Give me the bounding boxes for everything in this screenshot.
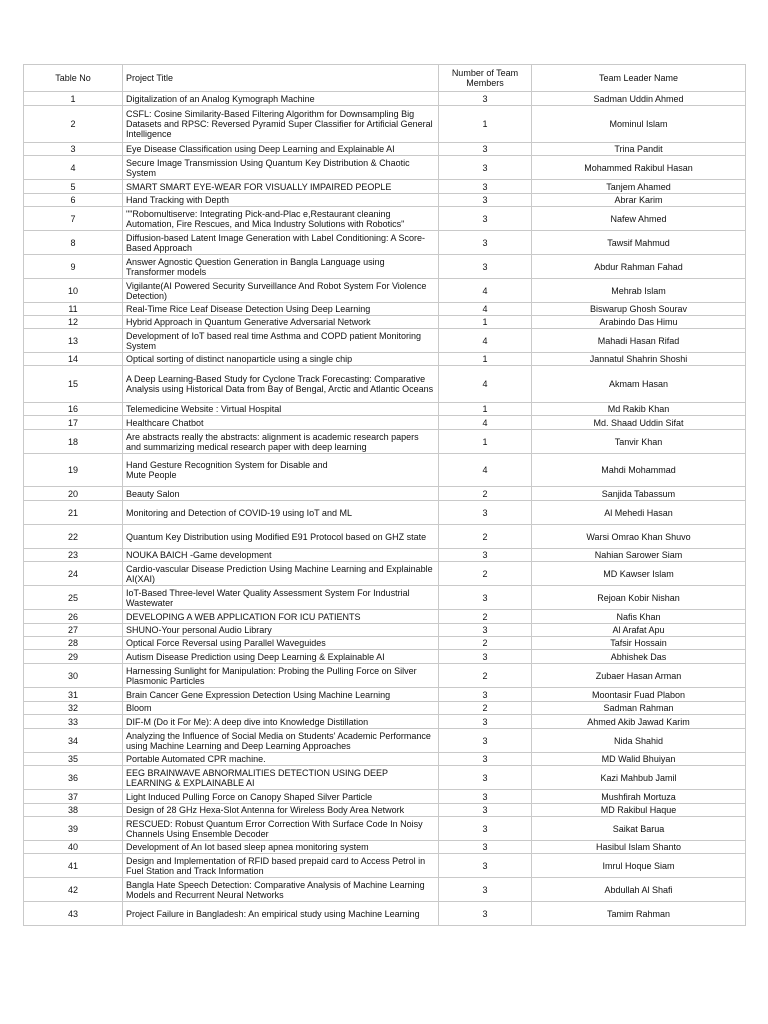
- project-title-cell: Monitoring and Detection of COVID-19 using IoT and ML: [123, 501, 439, 525]
- table-no-cell: 42: [24, 878, 123, 902]
- project-title-cell: Hybrid Approach in Quantum Generative Adversarial Network: [123, 316, 439, 329]
- table-no-cell: 21: [24, 501, 123, 525]
- project-title-cell: NOUKA BAICH -Game development: [123, 549, 439, 562]
- team-leader-cell: Trina Pandit: [532, 143, 746, 156]
- table-row: [24, 525, 746, 549]
- project-title-cell: Design of 28 GHz Hexa-Slot Antenna for Wireless Body Area Network: [123, 804, 439, 817]
- team-members-cell: 2: [439, 702, 532, 715]
- table-row: [24, 279, 746, 303]
- team-members-cell: 4: [439, 416, 532, 430]
- table-row: [24, 353, 746, 366]
- team-members-cell: 1: [439, 430, 532, 454]
- team-members-cell: 3: [439, 194, 532, 207]
- team-leader-cell: Md. Shaad Uddin Sifat: [532, 416, 746, 430]
- team-members-cell: 3: [439, 688, 532, 702]
- project-title-cell: Light Induced Pulling Force on Canopy Shaped Silver Particle: [123, 790, 439, 804]
- table-row: [24, 562, 746, 586]
- team-leader-cell: Al Arafat Apu: [532, 624, 746, 637]
- table-no-cell: 25: [24, 586, 123, 610]
- table-row: [24, 156, 746, 180]
- team-members-cell: 1: [439, 106, 532, 143]
- table-row: [24, 207, 746, 231]
- table-no-cell: 37: [24, 790, 123, 804]
- table-no-cell: 40: [24, 841, 123, 854]
- table-no-cell: 18: [24, 430, 123, 454]
- table-row: [24, 487, 746, 501]
- table-no-cell: 15: [24, 366, 123, 403]
- table-no-cell: 9: [24, 255, 123, 279]
- table-no-cell: 16: [24, 403, 123, 416]
- table-row: [24, 106, 746, 143]
- table-row: [24, 501, 746, 525]
- table-row: [24, 194, 746, 207]
- project-title-cell: Design and Implementation of RFID based prepaid card to Access Petrol in Fuel Station and Track Information: [123, 854, 439, 878]
- project-title-cell: DEVELOPING A WEB APPLICATION FOR ICU PATIENTS: [123, 610, 439, 624]
- table-row: [24, 688, 746, 702]
- table-row: [24, 403, 746, 416]
- team-leader-cell: Md Rakib Khan: [532, 403, 746, 416]
- team-leader-cell: Jannatul Shahrin Shoshi: [532, 353, 746, 366]
- team-leader-cell: Rejoan Kobir Nishan: [532, 586, 746, 610]
- table-row: [24, 303, 746, 316]
- projects-table: [23, 64, 746, 926]
- team-members-cell: 4: [439, 329, 532, 353]
- team-members-cell: 3: [439, 180, 532, 194]
- team-members-cell: 3: [439, 790, 532, 804]
- team-leader-cell: Mehrab Islam: [532, 279, 746, 303]
- team-members-cell: 3: [439, 624, 532, 637]
- team-leader-cell: Sadman Rahman: [532, 702, 746, 715]
- table-row: [24, 804, 746, 817]
- team-members-cell: 1: [439, 403, 532, 416]
- table-no-cell: 20: [24, 487, 123, 501]
- project-title-cell: Digitalization of an Analog Kymograph Machine: [123, 92, 439, 106]
- table-no-cell: 10: [24, 279, 123, 303]
- team-members-cell: 1: [439, 353, 532, 366]
- table-no-cell: 35: [24, 753, 123, 766]
- table-row: [24, 729, 746, 753]
- table-row: [24, 664, 746, 688]
- team-leader-cell: Mahadi Hasan Rifad: [532, 329, 746, 353]
- project-title-cell: Real-Time Rice Leaf Disease Detection Using Deep Learning: [123, 303, 439, 316]
- project-title-cell: Hand Tracking with Depth: [123, 194, 439, 207]
- table-row: [24, 790, 746, 804]
- team-members-cell: 3: [439, 902, 532, 926]
- team-leader-cell: Abrar Karim: [532, 194, 746, 207]
- table-row: [24, 715, 746, 729]
- table-no-cell: 14: [24, 353, 123, 366]
- team-members-cell: 3: [439, 817, 532, 841]
- team-members-cell: 2: [439, 664, 532, 688]
- project-title-cell: EEG BRAINWAVE ABNORMALITIES DETECTION USING DEEP LEARNING & EXPLAINABLE AI: [123, 766, 439, 790]
- project-title-cell: Portable Automated CPR machine.: [123, 753, 439, 766]
- table-no-cell: 33: [24, 715, 123, 729]
- table-no-cell: 23: [24, 549, 123, 562]
- team-members-cell: 3: [439, 92, 532, 106]
- table-no-cell: 2: [24, 106, 123, 143]
- project-title-cell: Secure Image Transmission Using Quantum Key Distribution & Chaotic System: [123, 156, 439, 180]
- table-row: [24, 753, 746, 766]
- table-row: [24, 854, 746, 878]
- table-no-cell: 5: [24, 180, 123, 194]
- project-title-cell: Diffusion-based Latent Image Generation with Label Conditioning: A Score-Based Approach: [123, 231, 439, 255]
- team-members-cell: 4: [439, 454, 532, 487]
- table-no-cell: 1: [24, 92, 123, 106]
- table-row: [24, 92, 746, 106]
- team-leader-cell: Nafew Ahmed: [532, 207, 746, 231]
- table-no-cell: 43: [24, 902, 123, 926]
- team-members-cell: 3: [439, 650, 532, 664]
- team-leader-cell: Al Mehedi Hasan: [532, 501, 746, 525]
- table-no-cell: 4: [24, 156, 123, 180]
- table-row: [24, 329, 746, 353]
- table-row: [24, 610, 746, 624]
- table-row: [24, 430, 746, 454]
- team-leader-cell: Zubaer Hasan Arman: [532, 664, 746, 688]
- project-title-cell: Optical sorting of distinct nanoparticle using a single chip: [123, 353, 439, 366]
- table-no-cell: 39: [24, 817, 123, 841]
- table-row: [24, 231, 746, 255]
- table-no-cell: 31: [24, 688, 123, 702]
- team-leader-cell: Biswarup Ghosh Sourav: [532, 303, 746, 316]
- project-title-cell: Harnessing Sunlight for Manipulation: Probing the Pulling Force on Silver Plasmonic Particles: [123, 664, 439, 688]
- team-leader-cell: Moontasir Fuad Plabon: [532, 688, 746, 702]
- table-row: [24, 549, 746, 562]
- table-row: [24, 586, 746, 610]
- team-leader-cell: Nahian Sarower Siam: [532, 549, 746, 562]
- team-members-cell: 3: [439, 143, 532, 156]
- team-members-cell: 4: [439, 279, 532, 303]
- table-row: [24, 624, 746, 637]
- team-members-cell: 3: [439, 207, 532, 231]
- table-row: [24, 255, 746, 279]
- project-title-cell: Cardio-vascular Disease Prediction Using Machine Learning and Explainable AI(XAI): [123, 562, 439, 586]
- team-leader-cell: Arabindo Das Himu: [532, 316, 746, 329]
- team-members-cell: 3: [439, 586, 532, 610]
- team-members-cell: 3: [439, 549, 532, 562]
- project-title-cell: Vigilante(AI Powered Security Surveillance And Robot System For Violence Detection): [123, 279, 439, 303]
- table-row: [24, 902, 746, 926]
- project-title-cell: Hand Gesture Recognition System for Disable and Mute People: [123, 454, 439, 487]
- table-row: [24, 841, 746, 854]
- table-no-cell: 29: [24, 650, 123, 664]
- team-leader-cell: Ahmed Akib Jawad Karim: [532, 715, 746, 729]
- team-members-cell: 3: [439, 255, 532, 279]
- team-members-cell: 3: [439, 854, 532, 878]
- team-members-cell: 3: [439, 729, 532, 753]
- team-leader-cell: Tawsif Mahmud: [532, 231, 746, 255]
- team-leader-cell: Akmam Hasan: [532, 366, 746, 403]
- team-leader-cell: Sanjida Tabassum: [532, 487, 746, 501]
- table-no-cell: 36: [24, 766, 123, 790]
- table-row: [24, 180, 746, 194]
- table-no-cell: 17: [24, 416, 123, 430]
- table-row: [24, 650, 746, 664]
- project-title-cell: Brain Cancer Gene Expression Detection Using Machine Learning: [123, 688, 439, 702]
- team-leader-cell: Sadman Uddin Ahmed: [532, 92, 746, 106]
- project-title-cell: Healthcare Chatbot: [123, 416, 439, 430]
- team-leader-cell: Mahdi Mohammad: [532, 454, 746, 487]
- table-no-cell: 41: [24, 854, 123, 878]
- team-members-cell: 3: [439, 753, 532, 766]
- team-members-cell: 3: [439, 156, 532, 180]
- team-leader-cell: MD Walid Bhuiyan: [532, 753, 746, 766]
- table-no-cell: 27: [24, 624, 123, 637]
- project-title-cell: Optical Force Reversal using Parallel Waveguides: [123, 637, 439, 650]
- team-leader-cell: MD Kawser Islam: [532, 562, 746, 586]
- table-row: [24, 316, 746, 329]
- project-title-cell: Eye Disease Classification using Deep Learning and Explainable AI: [123, 143, 439, 156]
- header-row: [24, 65, 746, 92]
- team-members-cell: 2: [439, 637, 532, 650]
- table-row: [24, 637, 746, 650]
- team-leader-cell: Tanvir Khan: [532, 430, 746, 454]
- project-title-cell: Project Failure in Bangladesh: An empirical study using Machine Learning: [123, 902, 439, 926]
- header-team-members: Number of Team Members: [439, 65, 532, 92]
- team-leader-cell: Mushfirah Mortuza: [532, 790, 746, 804]
- project-title-cell: ""Robomultiserve: Integrating Pick-and-Plac e,Restaurant cleaning Automation, Fire Rescues, and Mica Industry Solutions with Robotics": [123, 207, 439, 231]
- table-no-cell: 8: [24, 231, 123, 255]
- table-row: [24, 366, 746, 403]
- team-leader-cell: Hasibul Islam Shanto: [532, 841, 746, 854]
- project-title-cell: SHUNO-Your personal Audio Library: [123, 624, 439, 637]
- project-title-cell: DIF-M (Do it For Me): A deep dive into Knowledge Distillation: [123, 715, 439, 729]
- team-leader-cell: MD Rakibul Haque: [532, 804, 746, 817]
- table-no-cell: 7: [24, 207, 123, 231]
- table-no-cell: 24: [24, 562, 123, 586]
- team-members-cell: 4: [439, 303, 532, 316]
- team-leader-cell: Imrul Hoque Siam: [532, 854, 746, 878]
- team-members-cell: 2: [439, 487, 532, 501]
- project-title-cell: CSFL: Cosine Similarity-Based Filtering Algorithm for Downsampling Big Datasets and RPSC: Reversed Pyramid Super Classifier for Artificial General Intelligence: [123, 106, 439, 143]
- project-title-cell: Autism Disease Prediction using Deep Learning & Explainable AI: [123, 650, 439, 664]
- team-leader-cell: Kazi Mahbub Jamil: [532, 766, 746, 790]
- project-title-cell: Development of IoT based real time Asthma and COPD patient Monitoring System: [123, 329, 439, 353]
- table-row: [24, 454, 746, 487]
- team-members-cell: 2: [439, 610, 532, 624]
- team-leader-cell: Mominul Islam: [532, 106, 746, 143]
- project-title-cell: Telemedicine Website : Virtual Hospital: [123, 403, 439, 416]
- team-leader-cell: Saikat Barua: [532, 817, 746, 841]
- table-no-cell: 32: [24, 702, 123, 715]
- table-no-cell: 13: [24, 329, 123, 353]
- project-title-cell: A Deep Learning-Based Study for Cyclone Track Forecasting: Comparative Analysis using Historical Data from Bay of Bengal, Arctic and Atlantic Oceans: [123, 366, 439, 403]
- table-no-cell: 12: [24, 316, 123, 329]
- team-leader-cell: Abdur Rahman Fahad: [532, 255, 746, 279]
- project-title-cell: Bangla Hate Speech Detection: Comparative Analysis of Machine Learning Models and Recurrent Neural Networks: [123, 878, 439, 902]
- project-title-cell: Are abstracts really the abstracts: alignment is academic research papers and summarizing medical research paper with deep learning: [123, 430, 439, 454]
- table-row: [24, 702, 746, 715]
- table-no-cell: 19: [24, 454, 123, 487]
- project-title-cell: Beauty Salon: [123, 487, 439, 501]
- table-no-cell: 26: [24, 610, 123, 624]
- project-title-cell: Answer Agnostic Question Generation in Bangla Language using Transformer models: [123, 255, 439, 279]
- team-members-cell: 3: [439, 878, 532, 902]
- team-members-cell: 4: [439, 366, 532, 403]
- team-leader-cell: Abdullah Al Shafi: [532, 878, 746, 902]
- project-title-cell: Analyzing the Influence of Social Media on Students' Academic Performance using Machine Learning and Deep Learning Approaches: [123, 729, 439, 753]
- table-row: [24, 416, 746, 430]
- table-no-cell: 38: [24, 804, 123, 817]
- project-title-cell: Development of An Iot based sleep apnea monitoring system: [123, 841, 439, 854]
- table-no-cell: 34: [24, 729, 123, 753]
- project-title-cell: Quantum Key Distribution using Modified E91 Protocol based on GHZ state: [123, 525, 439, 549]
- table-no-cell: 28: [24, 637, 123, 650]
- table-no-cell: 22: [24, 525, 123, 549]
- project-title-cell: RESCUED: Robust Quantum Error Correction With Surface Code In Noisy Channels Using Ensemble Decoder: [123, 817, 439, 841]
- table-row: [24, 143, 746, 156]
- team-members-cell: 3: [439, 766, 532, 790]
- team-members-cell: 2: [439, 525, 532, 549]
- header-table-no: Table No: [24, 65, 123, 92]
- project-title-cell: IoT-Based Three-level Water Quality Assessment System For Industrial Wastewater: [123, 586, 439, 610]
- project-title-cell: Bloom: [123, 702, 439, 715]
- team-members-cell: 3: [439, 715, 532, 729]
- team-leader-cell: Tafsir Hossain: [532, 637, 746, 650]
- team-members-cell: 3: [439, 841, 532, 854]
- table-no-cell: 6: [24, 194, 123, 207]
- table-no-cell: 11: [24, 303, 123, 316]
- header-project-title: Project Title: [123, 65, 439, 92]
- team-leader-cell: Tamim Rahman: [532, 902, 746, 926]
- team-leader-cell: Abhishek Das: [532, 650, 746, 664]
- table-row: [24, 878, 746, 902]
- team-members-cell: 3: [439, 501, 532, 525]
- team-leader-cell: Mohammed Rakibul Hasan: [532, 156, 746, 180]
- table-no-cell: 3: [24, 143, 123, 156]
- table-row: [24, 766, 746, 790]
- team-members-cell: 3: [439, 804, 532, 817]
- team-members-cell: 1: [439, 316, 532, 329]
- team-members-cell: 3: [439, 231, 532, 255]
- team-leader-cell: Nida Shahid: [532, 729, 746, 753]
- team-leader-cell: Tanjem Ahamed: [532, 180, 746, 194]
- header-team-leader: Team Leader Name: [532, 65, 746, 92]
- table-no-cell: 30: [24, 664, 123, 688]
- team-leader-cell: Warsi Omrao Khan Shuvo: [532, 525, 746, 549]
- team-leader-cell: Nafis Khan: [532, 610, 746, 624]
- project-title-cell: SMART SMART EYE-WEAR FOR VISUALLY IMPAIRED PEOPLE: [123, 180, 439, 194]
- team-members-cell: 2: [439, 562, 532, 586]
- table-row: [24, 817, 746, 841]
